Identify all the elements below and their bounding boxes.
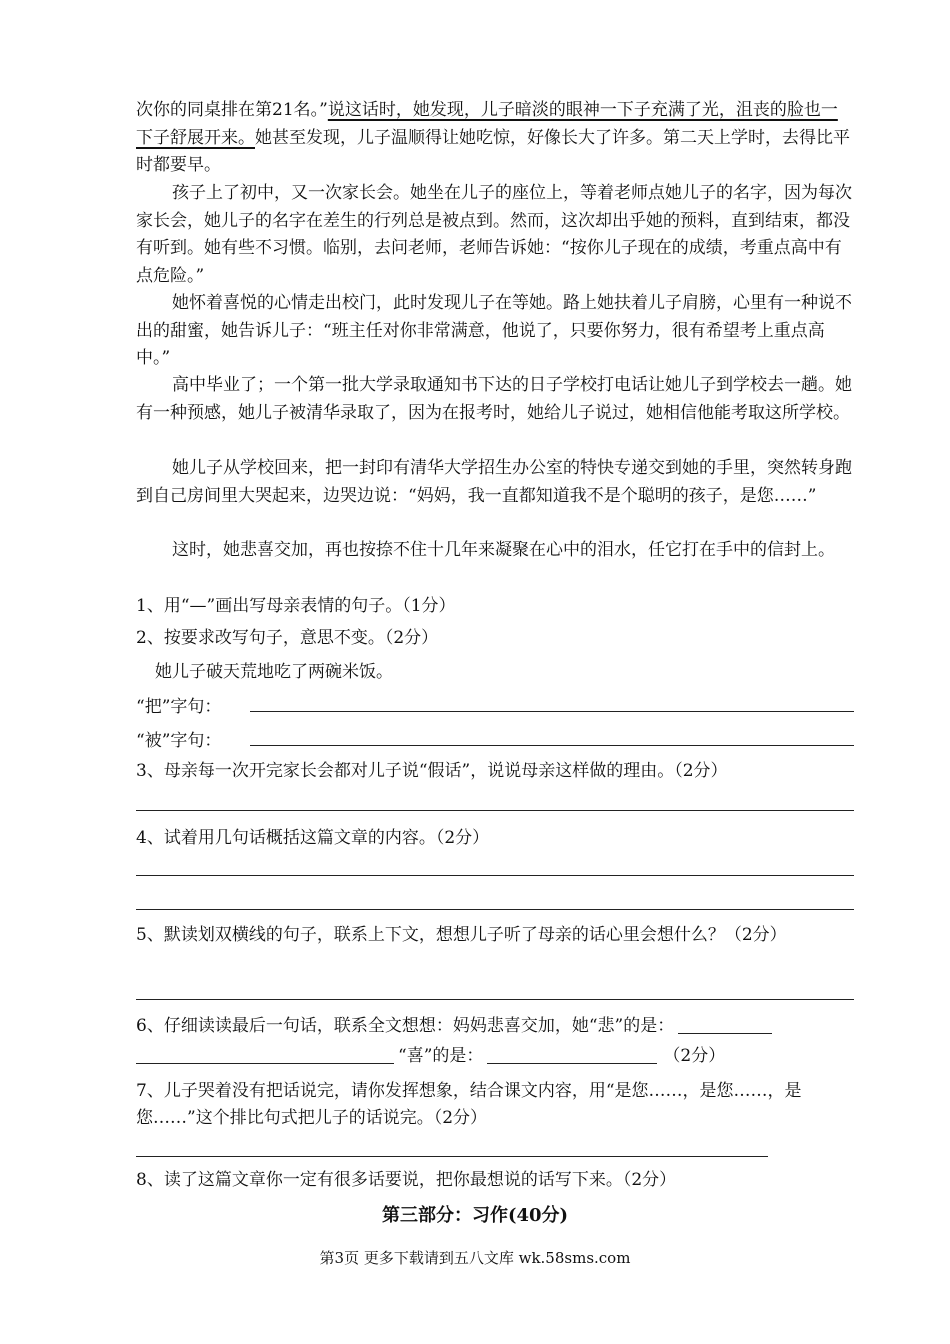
question-2: 2、按要求改写句子，意思不变。（2分） [136, 628, 439, 648]
passage-p1-start: 次你的同桌排在第21名。” [136, 100, 328, 120]
question-6-text: 6、仔细读读最后一句话，联系全文想想：妈妈悲喜交加，她“悲”的是： [136, 1016, 675, 1036]
underlined-sentence: 说这话时，她发现，儿子暗淡的眼神一下子充满了光，沮丧的脸也一下子舒展开来。 [136, 100, 838, 148]
passage-paragraph-4: 高中毕业了；一个第一批大学录取通知书下达的日子学校打电话让她儿子到学校去一趟。她有一种预感，她儿子被清华录取了，因为在报考时，她给儿子说过，她相信他能考取这所学校。 [136, 375, 852, 423]
answer-line-bei[interactable] [250, 745, 854, 746]
passage-paragraph-1 [136, 97, 854, 180]
question-6-score: （2分） [663, 1046, 726, 1066]
page-footer: 第3页 更多下载请到五八文库 wk.58sms.com [319, 1249, 631, 1267]
passage-paragraph-5: 她儿子从学校回来，把一封印有清华大学招生办公室的特快专递交到她的手里，突然转身跑到自己房间里大哭起来，边哭边说：“妈妈，我一直都知道我不是个聪明的孩子，是您……” [136, 458, 852, 506]
question-5: 5、默读划双横线的句子，联系上下文，想想儿子听了母亲的话心里会想什么？（2分） [136, 925, 787, 945]
section-heading: 第三部分：习作(40分) [381, 1205, 569, 1226]
answer-blank-joy[interactable] [487, 1045, 657, 1064]
question-8: 8、读了这篇文章你一定有很多话要说，把你最想说的话写下来。（2分） [136, 1170, 677, 1190]
question-4: 4、试着用几句话概括这篇文章的内容。（2分） [136, 828, 490, 848]
answer-line-q4-2[interactable] [136, 909, 854, 910]
passage-paragraph-2: 孩子上了初中，又一次家长会。她坐在儿子的座位上，等着老师点她儿子的名字，因为每次家长会，她儿子的名字在差生的行列总是被点到。然而，这次却出乎她的预料，直到结束，都没有听到。她有些不习惯。临别，去问老师，老师告诉她：“按你儿子现在的成绩，考重点高中有点危险。” [136, 183, 852, 286]
answer-line-ba[interactable] [250, 711, 854, 712]
question-6-line-1 [136, 1013, 772, 1040]
passage-paragraph-6: 这时，她悲喜交加，再也按捺不住十几年来凝聚在心中的泪水，任它打在手中的信封上。 [172, 540, 835, 560]
question-3: 3、母亲每一次开完家长会都对儿子说“假话”，说说母亲这样做的理由。（2分） [136, 761, 728, 781]
question-1: 1、用“—”画出写母亲表情的句子。（1分） [136, 596, 456, 616]
question-6-line-2 [136, 1043, 725, 1070]
answer-line-q4-1[interactable] [136, 875, 854, 876]
answer-line-q7[interactable] [136, 1156, 768, 1157]
answer-blank-sad-cont[interactable] [136, 1045, 394, 1064]
passage-paragraph-3: 她怀着喜悦的心情走出校门，此时发现儿子在等她。路上她扶着儿子肩膀，心里有一种说不出的甜蜜，她告诉儿子：“班主任对你非常满意，他说了，只要你努力，很有希望考上重点高中。” [136, 293, 852, 368]
question-6-joy-label: “喜”的是： [398, 1046, 484, 1066]
question-2-ba-label: “把”字句： [136, 697, 222, 717]
question-2-sentence: 她儿子破天荒地吃了两碗米饭。 [155, 662, 393, 682]
passage-p1-end: 她甚至发现，儿子温顺得让她吃惊，好像长大了许多。第二天上学时，去得比平时都要早。 [136, 127, 850, 175]
question-2-bei-label: “被”字句： [136, 731, 222, 751]
question-7: 7、儿子哭着没有把话说完，请你发挥想象，结合课文内容，用“是您……，是您……，是您……”这个排比句式把儿子的话说完。（2分） [136, 1081, 802, 1128]
answer-line-q5[interactable] [136, 999, 854, 1000]
answer-blank-sad[interactable] [678, 1015, 772, 1034]
answer-line-q3[interactable] [136, 810, 854, 811]
